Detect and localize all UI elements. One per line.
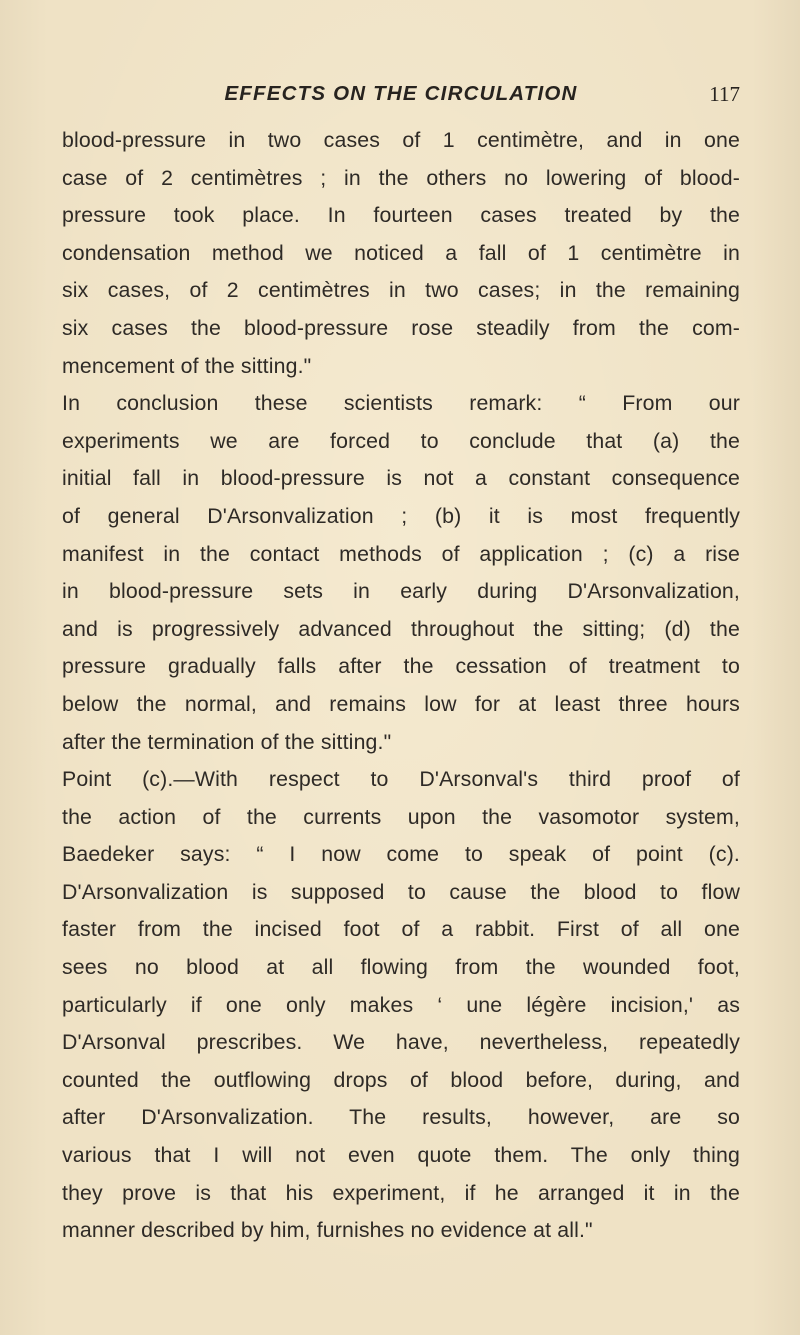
text-line: sees no blood at all flowing from the wounded foot,	[62, 955, 740, 980]
text-line: Baedeker says: “ I now come to speak of point (c).	[62, 842, 740, 867]
text-line: counted the outflowing drops of blood before, during, and	[62, 1067, 740, 1092]
text-line: six cases the blood-pressure rose steadily from the com-	[62, 315, 740, 340]
text-line: manner described by him, furnishes no evidence at all."	[62, 1218, 593, 1243]
text-line: they prove is that his experiment, if he arranged it in the	[62, 1180, 740, 1205]
text-line: experiments we are forced to conclude that (a) the	[62, 428, 740, 453]
text-line: blood-pressure in two cases of 1 centimètre, and in one	[62, 128, 740, 152]
page-title: EFFECTS ON THE CIRCULATION	[224, 82, 578, 105]
text-line: and is progressively advanced throughout the sitting; (d) the	[62, 616, 740, 641]
text-line: D'Arsonvalization is supposed to cause the blood to flow	[62, 879, 740, 904]
text-line: case of 2 centimètres ; in the others no lowering of blood-	[62, 165, 740, 190]
text-line: mencement of the sitting."	[62, 353, 312, 378]
text-line: the action of the currents upon the vasomotor system,	[62, 804, 740, 829]
text-line: particularly if one only makes ‘ une légère incision,' as	[62, 992, 740, 1017]
running-head	[62, 79, 740, 109]
text-line: in blood-pressure sets in early during D'Arsonvalization,	[62, 579, 740, 604]
text-line: D'Arsonval prescribes. We have, nevertheless, repeatedly	[62, 1030, 740, 1055]
text-line: of general D'Arsonvalization ; (b) it is most frequently	[62, 503, 740, 528]
text-line: initial fall in blood-pressure is not a constant consequence	[62, 466, 740, 491]
text-line: pressure took place. In fourteen cases treated by the	[62, 203, 740, 228]
text-line: condensation method we noticed a fall of 1 centimètre in	[62, 240, 740, 265]
text-line: faster from the incised foot of a rabbit. First of all one	[62, 917, 740, 942]
page-number: 117	[709, 82, 740, 106]
text-line: Point (c).—With respect to D'Arsonval's third proof of	[62, 767, 740, 792]
text-line: after D'Arsonvalization. The results, however, are so	[62, 1105, 740, 1130]
text-line: six cases, of 2 centimètres in two cases; in the remaining	[62, 278, 740, 303]
text-line: after the termination of the sitting."	[62, 729, 392, 754]
body-text	[62, 122, 740, 1250]
text-line: various that I will not even quote them. The only thing	[62, 1143, 740, 1168]
text-line: manifest in the contact methods of application ; (c) a rise	[62, 541, 740, 566]
text-line: In conclusion these scientists remark: “ From our	[62, 391, 740, 416]
text-line: pressure gradually falls after the cessation of treatment to	[62, 654, 740, 679]
text-line: below the normal, and remains low for at least three hours	[62, 691, 740, 716]
